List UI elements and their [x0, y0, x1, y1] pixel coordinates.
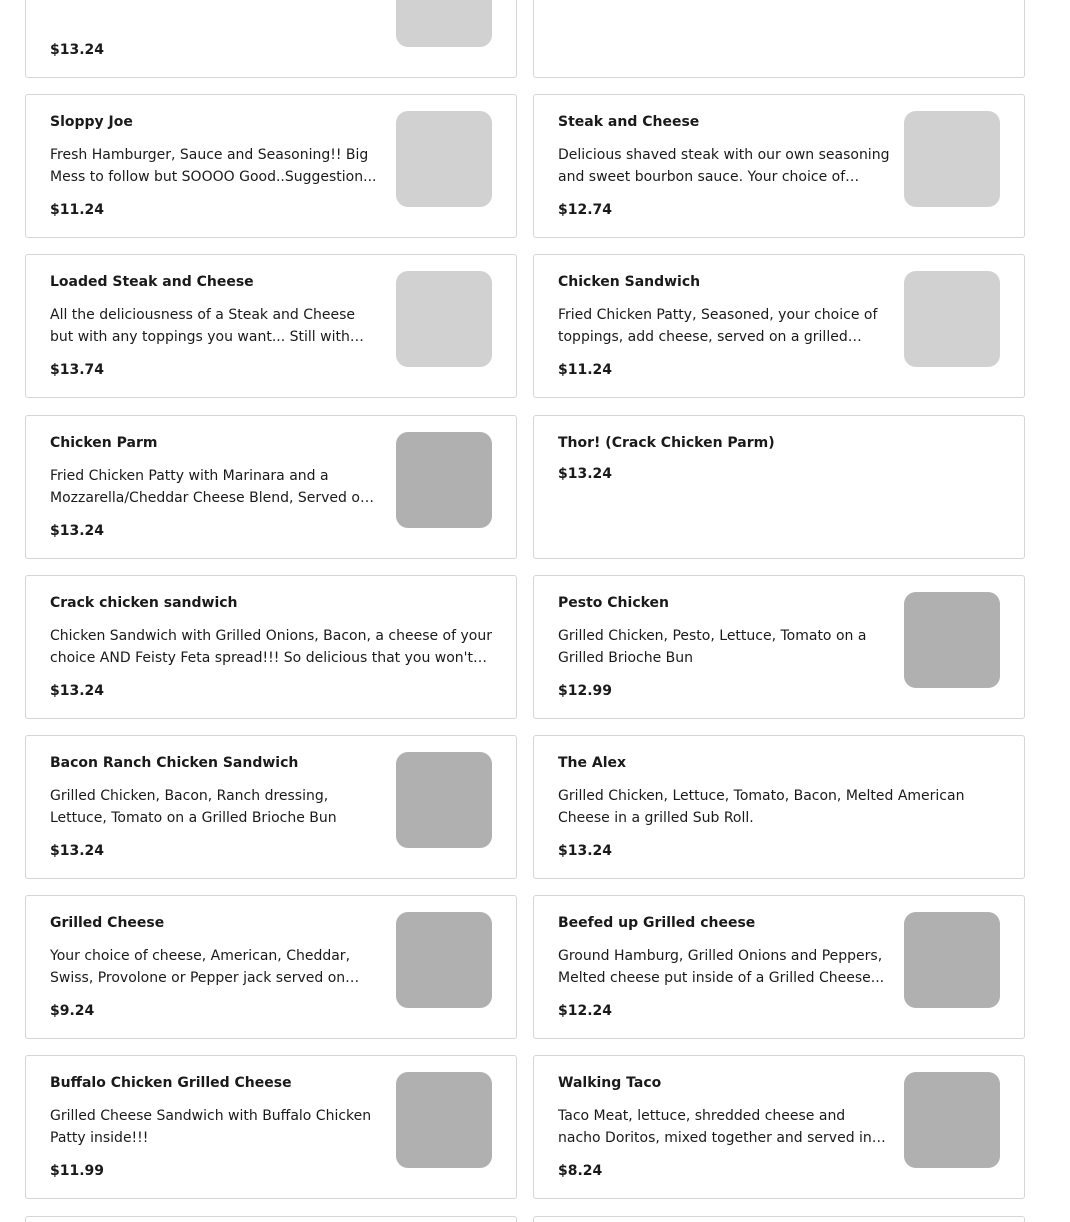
menu-item-name: Pesto Chicken [558, 594, 670, 611]
menu-item-name: Loaded Steak and Cheese [50, 274, 254, 291]
menu-item-text [558, 113, 890, 188]
menu-item-description: Grilled Chicken, Lettuce, Tomato, Bacon, Melted American Cheese in a grilled Sub Roll. [558, 787, 965, 826]
menu-items-grid [25, 0, 1025, 1222]
menu-item-name: Sloppy Joe [50, 114, 133, 131]
menu-item-card[interactable] [533, 254, 1025, 398]
menu-item-card[interactable] [533, 94, 1025, 238]
menu-item-price: $13.24 [558, 842, 613, 859]
menu-item-image [396, 1072, 492, 1168]
menu-item-name: Thor! (Crack Chicken Parm) [558, 434, 775, 451]
menu-item-image [396, 432, 492, 528]
menu-item-description: Fresh Hamburger, Sauce and Seasoning!! Big Mess to follow but SOOOO Good..Suggestion... [50, 147, 377, 186]
menu-item-text [50, 273, 382, 348]
menu-item-text [50, 914, 382, 989]
menu-item-card[interactable] [25, 1055, 517, 1199]
menu-item-price: $12.74 [558, 202, 613, 219]
menu-item-name: Chicken Parm [50, 434, 158, 451]
menu-item-card[interactable] [533, 1216, 1025, 1222]
menu-item-price: $13.74 [50, 362, 105, 379]
menu-item-card[interactable] [25, 575, 517, 719]
menu-item-name: The Alex [558, 754, 627, 771]
menu-item-image [396, 271, 492, 367]
menu-item-text [50, 594, 492, 669]
menu-item-description: Fried Chicken Patty with Marinara and a Mozzarella/Cheddar Cheese Blend, Served on [50, 467, 369, 506]
menu-item-card[interactable] [25, 895, 517, 1039]
menu-item-description: Grilled Cheese Sandwich with Buffalo Chicken Patty inside!!! [50, 1108, 372, 1147]
menu-item-text [50, 1074, 382, 1149]
menu-item-name: Bacon Ranch Chicken Sandwich [50, 754, 299, 771]
menu-item-text [50, 113, 382, 188]
menu-item-price: $11.99 [50, 1163, 105, 1180]
menu-item-image [904, 912, 1000, 1008]
menu-item-price: $13.24 [50, 522, 105, 539]
menu-item-card[interactable] [533, 1055, 1025, 1199]
menu-item-name: Grilled Cheese [50, 915, 165, 932]
menu-item-price: $12.99 [558, 682, 613, 699]
menu-item-image [904, 1072, 1000, 1168]
menu-item-description: Ground Hamburg, Grilled Onions and Peppers, Melted cheese put inside of a Grilled Cheese... [558, 948, 885, 987]
menu-item-text [558, 914, 890, 989]
menu-item-price: $11.24 [558, 362, 613, 379]
menu-item-description: Chicken Sandwich with Grilled Onions, Bacon, a cheese of your choice AND Feisty Feta spread!!! So delicious that you won't [50, 627, 492, 666]
menu-item-image [396, 912, 492, 1008]
menu-item-text [558, 754, 1000, 829]
menu-item-price: $11.24 [50, 202, 105, 219]
menu-item-name: Crack chicken sandwich [50, 594, 238, 611]
menu-item-price: $12.24 [558, 1003, 613, 1020]
menu-item-image [904, 111, 1000, 207]
menu-item-text [558, 594, 890, 669]
menu-item-price: $9.24 [50, 1003, 95, 1020]
menu-item-text [558, 273, 890, 348]
menu-item-card[interactable] [533, 415, 1025, 559]
menu-item-card[interactable] [25, 415, 517, 559]
menu-item-name: Steak and Cheese [558, 114, 700, 131]
menu-item-description: Delicious shaved steak with our own seasoning and sweet bourbon sauce. Your choice of [558, 147, 890, 186]
menu-item-text [558, 1074, 890, 1149]
menu-item-price: $13.24 [50, 42, 105, 58]
menu-item-description: All the deliciousness of a Steak and Cheese but with any toppings you want... Still with [50, 307, 356, 346]
menu-item-image [904, 271, 1000, 367]
menu-item-text [50, 434, 382, 509]
menu-item-price: $13.24 [50, 842, 105, 859]
menu-item-text [50, 754, 382, 829]
menu-item-text [558, 434, 1000, 483]
menu-item-card[interactable] [25, 0, 517, 78]
menu-item-card[interactable] [533, 735, 1025, 879]
menu-item-card[interactable] [533, 895, 1025, 1039]
menu-item-image [396, 0, 492, 47]
menu-item-name: Chicken Sandwich [558, 274, 701, 291]
menu-item-image [396, 752, 492, 848]
menu-item-price: $8.24 [558, 1163, 603, 1180]
menu-item-price: $13.24 [50, 682, 105, 699]
menu-item-card[interactable] [25, 735, 517, 879]
menu-item-description: Fried Chicken Patty, Seasoned, your choice of toppings, add cheese, served on a grilled [558, 307, 878, 346]
menu-item-price: $13.24 [558, 465, 613, 482]
menu-item-description: Taco Meat, lettuce, shredded cheese and nacho Doritos, mixed together and served in [558, 1108, 872, 1147]
menu-item-card[interactable] [25, 1216, 517, 1222]
menu-item-description: Grilled Chicken, Bacon, Ranch dressing, Lettuce, Tomato on a Grilled Brioche Bun [50, 787, 337, 826]
menu-item-card[interactable] [533, 0, 1025, 78]
menu-item-name: Beefed up Grilled cheese [558, 915, 756, 932]
menu-item-name: Buffalo Chicken Grilled Cheese [50, 1075, 292, 1092]
menu-item-image [396, 111, 492, 207]
menu-item-card[interactable] [25, 94, 517, 238]
menu-item-description: Your choice of cheese, American, Cheddar, Swiss, Provolone or Pepper jack served on [50, 948, 351, 987]
menu-item-name: Walking Taco [558, 1075, 662, 1092]
menu-item-card[interactable] [533, 575, 1025, 719]
menu-item-image [904, 592, 1000, 688]
menu-item-description: Grilled Chicken, Pesto, Lettuce, Tomato on a Grilled Brioche Bun [558, 627, 867, 666]
menu-item-card[interactable] [25, 254, 517, 398]
